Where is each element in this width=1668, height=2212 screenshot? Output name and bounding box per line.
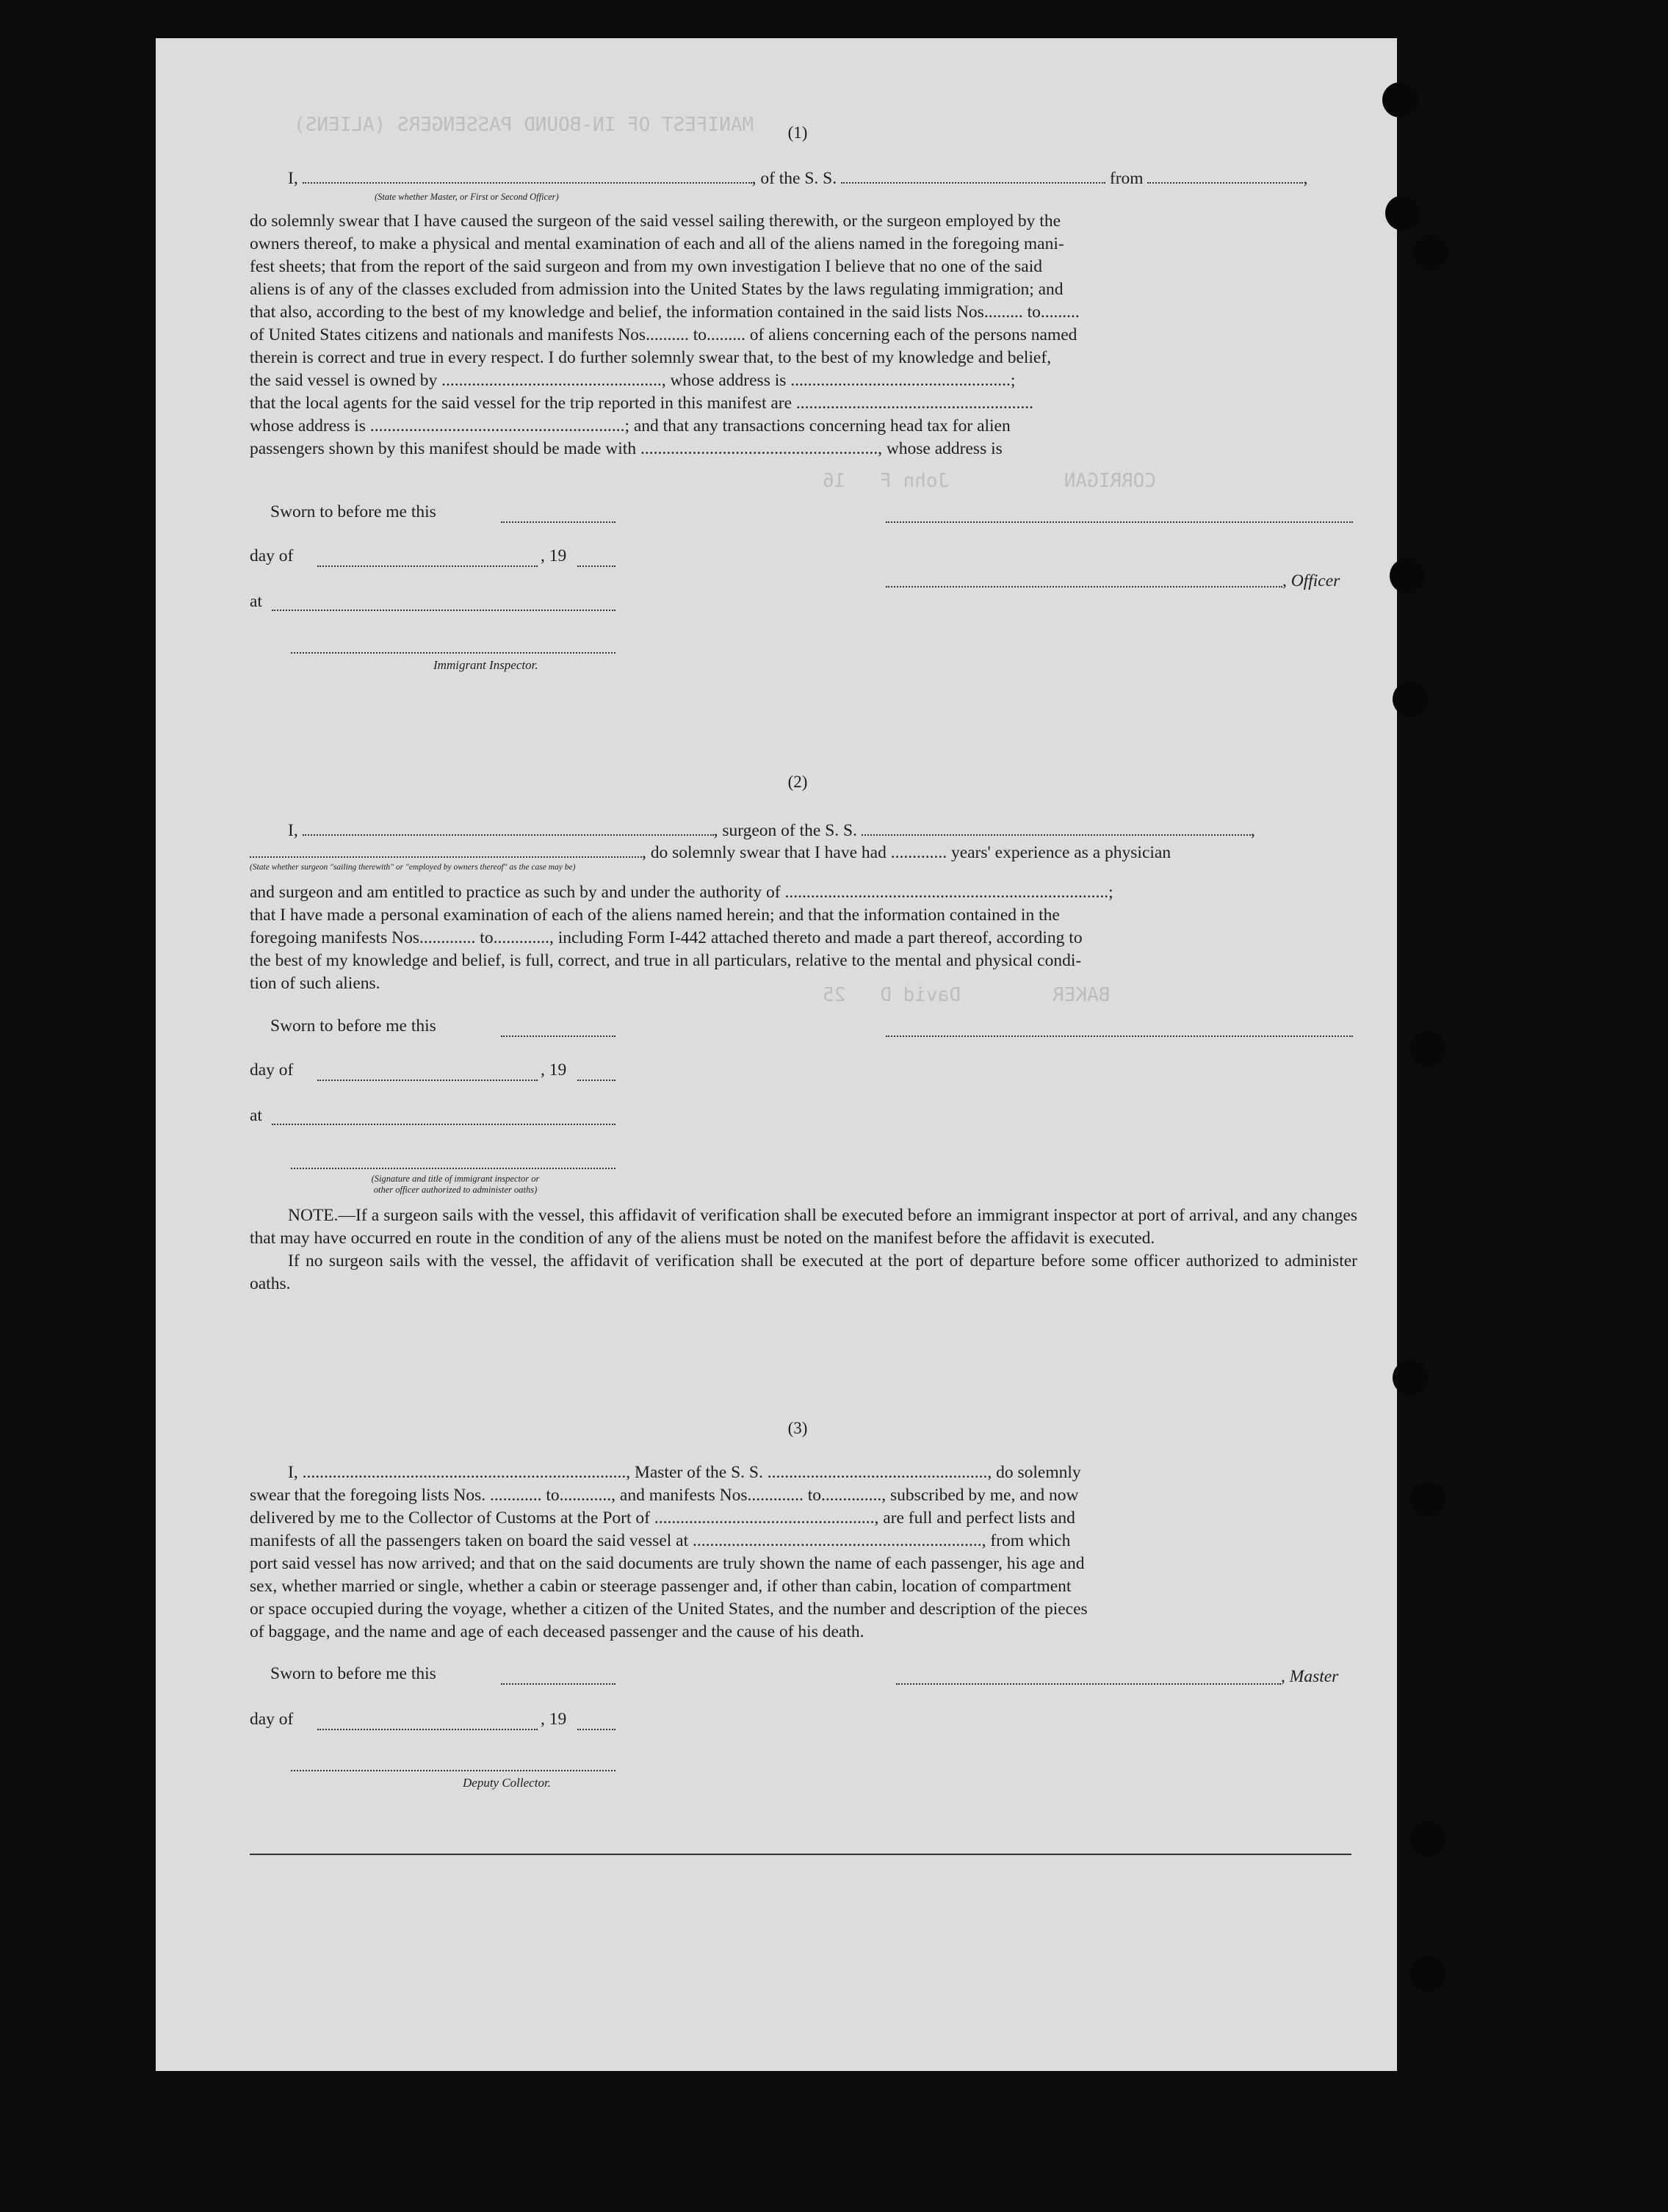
sworn-date-field-3[interactable] <box>501 1683 615 1685</box>
master-label: , Master <box>1281 1667 1339 1686</box>
day-of-field-2[interactable] <box>317 1080 538 1081</box>
punch-hole <box>1385 195 1420 231</box>
from-port-field[interactable] <box>1147 169 1303 184</box>
year-label-1: , 19 <box>541 546 567 565</box>
punch-hole <box>1410 1031 1445 1066</box>
section-1-sub-label: (State whether Master, or First or Second Officer) <box>375 192 559 202</box>
sworn-date-field-1[interactable] <box>501 521 615 523</box>
year-field-1[interactable] <box>577 565 615 567</box>
year-field-3[interactable] <box>577 1729 615 1730</box>
master-signature-field[interactable] <box>896 1683 1281 1685</box>
section-2-note: NOTE.—If a surgeon sails with the vessel, this affidavit of verification shall be executed before an immigrant inspector at port of arrival, and any changes that may have occurred en route in the condition of any of the aliens must be noted on the manifest before the affidavit is executed. If no surgeon sails with the vessel, the affidavit of verification shall be executed at the port of departure before some officer authorized to administer oaths. <box>250 1206 1357 1293</box>
year-label-2: , 19 <box>541 1060 567 1080</box>
at-field-1[interactable] <box>272 610 615 611</box>
sworn-right-field-2[interactable] <box>886 1035 1353 1037</box>
at-label-2: at <box>250 1106 262 1125</box>
bleed-through-text: BAKER David D 25 <box>823 984 1111 1006</box>
section-2-number: (2) <box>787 773 808 791</box>
section-2-first-line: I, , surgeon of the S. S. , <box>288 821 1255 840</box>
year-label-3: , 19 <box>541 1710 567 1729</box>
at-field-2[interactable] <box>272 1124 615 1125</box>
punch-hole <box>1410 1956 1445 1992</box>
sworn-line-1: Sworn to before me this <box>270 502 436 521</box>
day-of-field-3[interactable] <box>317 1729 538 1730</box>
surgeon-vessel-field[interactable] <box>862 821 1251 836</box>
oath-officer-label: (Signature and title of immigrant inspector or other officer authorized to administer oaths) <box>371 1174 540 1195</box>
sworn-line-2: Sworn to before me this <box>270 1016 436 1035</box>
at-label-1: at <box>250 592 262 611</box>
section-2-sub-label: (State whether surgeon "sailing therewith" or "employed by owners thereof" as the case may be) <box>250 863 576 872</box>
section-2-body: and surgeon and am entitled to practice as such by and under the authority of ...........................................................................; that I have made a personal examination of each of the aliens named herein; and that the information contained in the foregoing manifests Nos............. to............., including Form I-442 attached thereto and made a part thereof, according to the best of my knowledge and belief, is full, correct, and true in all particulars, relative to the mental and physical condi- tion of such aliens. <box>250 883 1113 993</box>
section-2-second-line: , do solemnly swear that I have had ............. years' experience as a physician <box>250 842 1357 864</box>
punch-hole <box>1410 1482 1445 1517</box>
punch-hole <box>1382 82 1418 118</box>
punch-hole <box>1410 1821 1445 1857</box>
bleed-through-text: CORRIGAN John F 16 <box>823 470 1156 492</box>
punch-hole <box>1390 558 1425 593</box>
vessel-name-field[interactable] <box>841 169 1105 184</box>
deputy-signature-field[interactable] <box>291 1770 615 1771</box>
sworn-right-field-1[interactable] <box>886 521 1353 523</box>
master-name-field[interactable] <box>303 169 752 184</box>
day-of-label-3: day of <box>250 1710 294 1729</box>
inspector-label: Immigrant Inspector. <box>433 658 538 672</box>
oath-officer-signature-field[interactable] <box>291 1168 615 1169</box>
day-of-field-1[interactable] <box>317 565 538 567</box>
surgeon-status-field[interactable] <box>250 843 642 858</box>
bleed-through-text: MANIFEST OF IN-BOUND PASSENGERS (ALIENS) <box>294 114 754 136</box>
officer-signature-field[interactable] <box>886 586 1282 588</box>
section-1-first-line: I, , of the S. S. from , <box>288 169 1308 188</box>
inspector-signature-field[interactable] <box>291 652 615 654</box>
section-1-body: do solemnly swear that I have caused the surgeon of the said vessel sailing therewith, or the surgeon employed by the owners thereof, to make a physical and mental examination of each and all of the aliens named in the foregoing mani- fest sheets; that from the report of the said surgeon and from my own investigation I believe that no one of the said aliens is of any of the classes excluded from admission into the United States by the laws regulating immigration; and that also, according to the best of my knowledge and belief, the information contained in the said lists Nos......... to......... of United States citizens and nationals and manifests Nos.......... to......... of aliens concerning each of the persons named therein is correct and true in every respect. I do further solemnly swear that, to the best of my knowledge and belief, the said vessel is owned by ..................................................., whose address is ...................................................; that the local agents for the said vessel for the trip reported in this manifest are ....................................................... whose address is ...........................................................; and that any transactions concerning head tax for alien passengers shown by this manifest should be made with ......................................................., whose address is <box>250 212 1080 458</box>
punch-hole <box>1393 682 1428 717</box>
sworn-date-field-2[interactable] <box>501 1035 615 1037</box>
section-3-body: I, ..........................................................................., Master of the S. S. ..................................................., do solemnly swear that the foregoing lists Nos. ............ to............, and manifests Nos............. to.............., subscribed by me, and now delivered by me to the Collector of Customs at the Port of ..................................................., are full and perfect lists and manifests of all the passengers taken on board the said vessel at ..................................................................., from which port said vessel has now arrived; and that on the said documents are truly shown the name of each passenger, his age and sex, whether married or single, whether a cabin or steerage passenger and, if other than cabin, location of compartment or space occupied during the voyage, whether a citizen of the United States, and the number and description of the pieces of baggage, and the name and age of each deceased passenger and the cause of his death. <box>250 1463 1088 1641</box>
section-1-number: (1) <box>787 123 808 142</box>
sworn-line-3: Sworn to before me this <box>270 1664 436 1683</box>
deputy-label: Deputy Collector. <box>463 1776 551 1790</box>
section-3-number: (3) <box>787 1419 808 1437</box>
bottom-rule <box>250 1854 1351 1855</box>
punch-hole <box>1413 235 1448 270</box>
day-of-label-1: day of <box>250 546 294 565</box>
punch-hole <box>1393 1360 1428 1395</box>
year-field-2[interactable] <box>577 1080 615 1081</box>
officer-label: , Officer <box>1282 571 1340 590</box>
day-of-label-2: day of <box>250 1060 294 1080</box>
surgeon-name-field[interactable] <box>303 821 714 836</box>
